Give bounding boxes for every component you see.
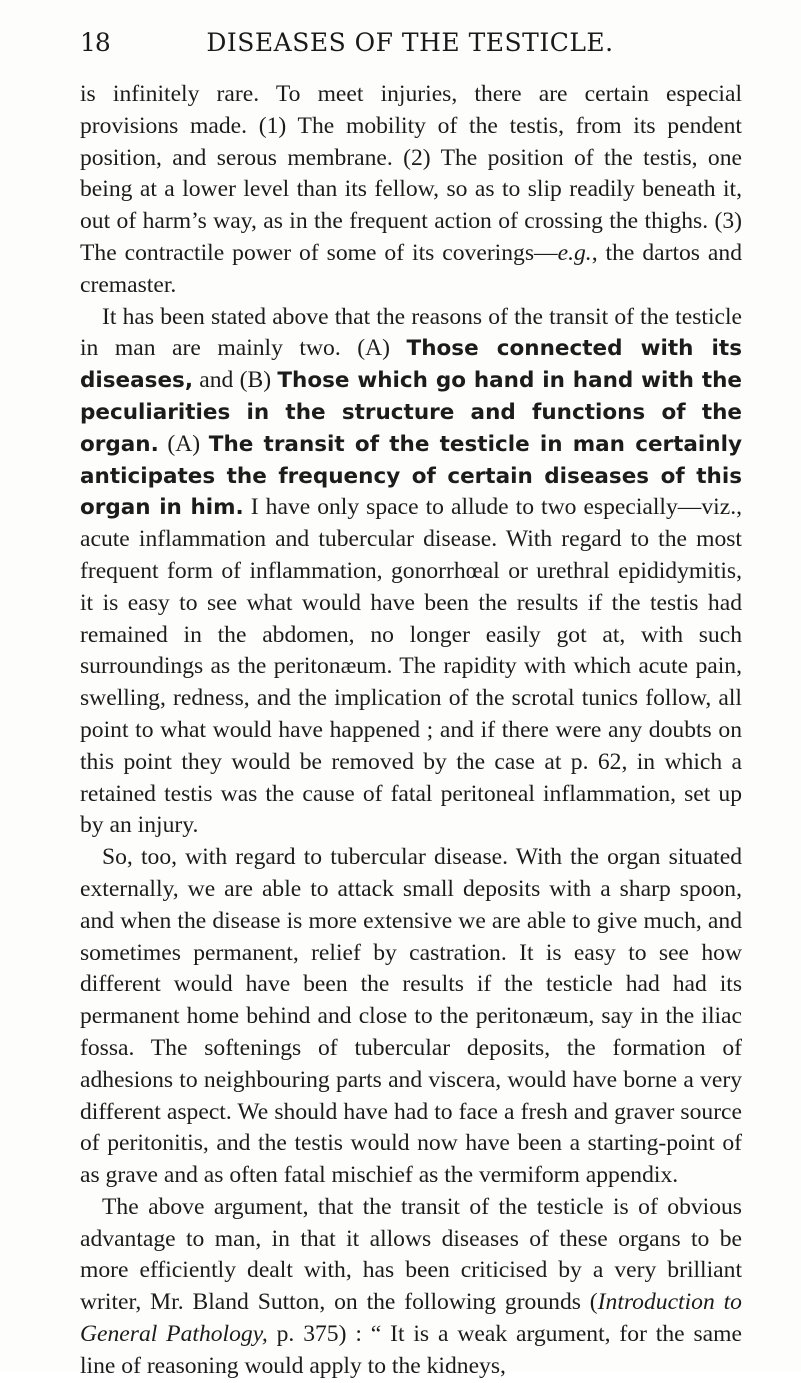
text-run: and (B) [193, 367, 278, 394]
paragraph-2 [80, 302, 742, 843]
paragraph-1 [80, 79, 742, 302]
running-header [80, 28, 740, 62]
body-text [80, 79, 742, 1383]
italic-text: Introduction to General Pathology, [80, 1289, 742, 1348]
bold-emphasis: Those connected with its diseases, [80, 336, 742, 394]
text-run: It has been stated above that the reasons of the transit of the testicle in man are mainly two. (A) [80, 303, 742, 362]
bold-emphasis: Those which go hand in hand with the peculiarities in the structure and functions of the organ. [80, 368, 743, 457]
italic-text: e.g. [557, 239, 592, 266]
running-title: DISEASES OF THE TESTICLE. [206, 28, 614, 57]
text-run: (A) [158, 430, 209, 457]
paragraph-4 [80, 1192, 742, 1383]
text-run: p. 375) : “ It is a weak argument, for the same line of reasoning would apply to the kidneys, [80, 1321, 742, 1379]
text-run: I have only space to allude to two especially—viz., acute inflammation and tubercular disease. With regard to the most frequent form of inflammation, gonorrhœal or urethral epididymitis, it is easy to see what would have been the results if the testis had remained in the abdomen, no longer easily got at, with such surroundings as the peritonæum. The rapidity with which acute pain, swelling, redness, and the implication of the scrotal tunics follow, all point to what would have happened ; and if there were any doubts on this point they would be removed by the case at p. 62, in which a retained testis was the cause of fatal peritoneal inflammation, set up by an injury. [80, 494, 742, 839]
text-run: The above argument, that the transit of the testicle is of obvious advantage to man, in that it allows diseases of these organs to be more efficiently dealt with, has been criticised by a very brilliant writer, Mr. Bland Sutton, on the following grounds ( [80, 1193, 742, 1316]
text-run: is infinitely rare. To meet injuries, there are certain especial provisions made. (1) The mobility of the testis, from its pendent position, and serous membrane. (2) The position of the testis, one being at a lower level than its fellow, so as to slip readily beneath it, out of harm’s way, as in the frequent action of crossing the thighs. (3) The contractile power of some of its coverings— [80, 81, 742, 266]
paragraph-3 [80, 842, 742, 1192]
text-run: So, too, with regard to tubercular disease. With the organ situated externally, we are able to attack small deposits with a sharp spoon, and when the disease is more extensive we are able to give much, and sometimes permanent, relief by castration. It is easy to see how different would have been the results if the testicle had had its permanent home behind and close to the peritonæum, say in the iliac fossa. The softenings of tubercular deposits, the formation of adhesions to neighbouring parts and viscera, would have borne a very different aspect. We should have had to face a fresh and graver source of peritonitis, and the testis would now have been a starting-point of as grave and as often fatal mischief as the vermiform appendix. [80, 844, 742, 1189]
page-number: 18 [80, 28, 110, 57]
bold-emphasis: The transit of the testicle in man certainly anticipates the frequency of certain diseases of this organ in him. [80, 431, 742, 521]
text-run: , the dartos and cremaster. [80, 239, 742, 298]
